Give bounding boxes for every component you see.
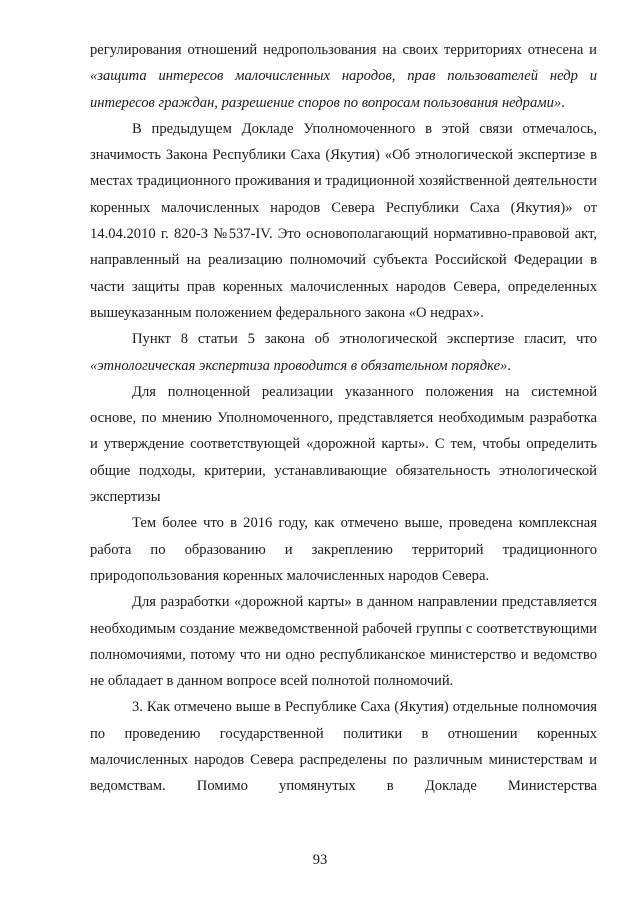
paragraph-3-lead: Пункт 8 статьи 5 закона об этнологической экспертизе гласит, что xyxy=(132,331,597,348)
paragraph-4: Для полноценной реализации указанного положения на системной основе, по мнению Уполномоченного, представляется необходимым разработка и утверждение соответствующей «дорожной карты». С тем, чтобы определить общие подходы, критерии, устанавливающие обязательность этнологической экспертизы xyxy=(90,383,597,506)
paragraph-3 xyxy=(90,326,597,379)
paragraph-7: 3. Как отмечено выше в Республике Саха (Якутия) отдельные полномочия по проведению государственной политики в отношении коренных малочисленных народов Севера распределены по различным министерствам и ведомствам. Помимо упомянутых в Докладе Министерства xyxy=(90,699,597,795)
paragraph-3-end: . xyxy=(507,357,511,374)
paragraph-3-quote: «этнологическая экспертиза проводится в обязательном порядке» xyxy=(90,357,508,374)
paragraph-1-quote: «защита интересов малочисленных народов, прав пользователей недр и интересов граждан, разрешение споров по вопросам пользования недрами» xyxy=(90,68,597,111)
page-number: 93 xyxy=(312,852,328,868)
paragraph-1 xyxy=(90,37,597,116)
document-page xyxy=(90,37,597,800)
paragraph-5: Тем более что в 2016 году, как отмечено выше, проведена комплексная работа по образованию и закреплению территорий традиционного природопользования коренных малочисленных народов Севера. xyxy=(90,515,597,584)
paragraph-1-lead: регулирования отношений недропользования на своих территориях отнесена и xyxy=(90,42,597,58)
paragraph-1-end: . xyxy=(561,94,565,111)
paragraph-2: В предыдущем Докладе Уполномоченного в этой связи отмечалось, значимость Закона Республики Саха (Якутия) «Об этнологической экспертизе в местах традиционного проживания и традиционной хозяйственной деятельности коренных малочисленных народов Севера Республики Саха (Якутия)» от 14.04.2010 г. 820-З №537-IV. Это основополагающий нормативно-правовой акт, направленный на реализацию полномочий субъекта Российской Федерации в части защиты прав коренных малочисленных народов Севера, определенных вышеуказанным положением федерального закона «О недрах». xyxy=(90,120,597,321)
paragraph-6: Для разработки «дорожной карты» в данном направлении представляется необходимым создание межведомственной рабочей группы с соответствующими полномочиями, потому что ни одно республиканское министерство и ведомство не обладает в данном вопросе всей полнотой полномочий. xyxy=(90,594,597,690)
